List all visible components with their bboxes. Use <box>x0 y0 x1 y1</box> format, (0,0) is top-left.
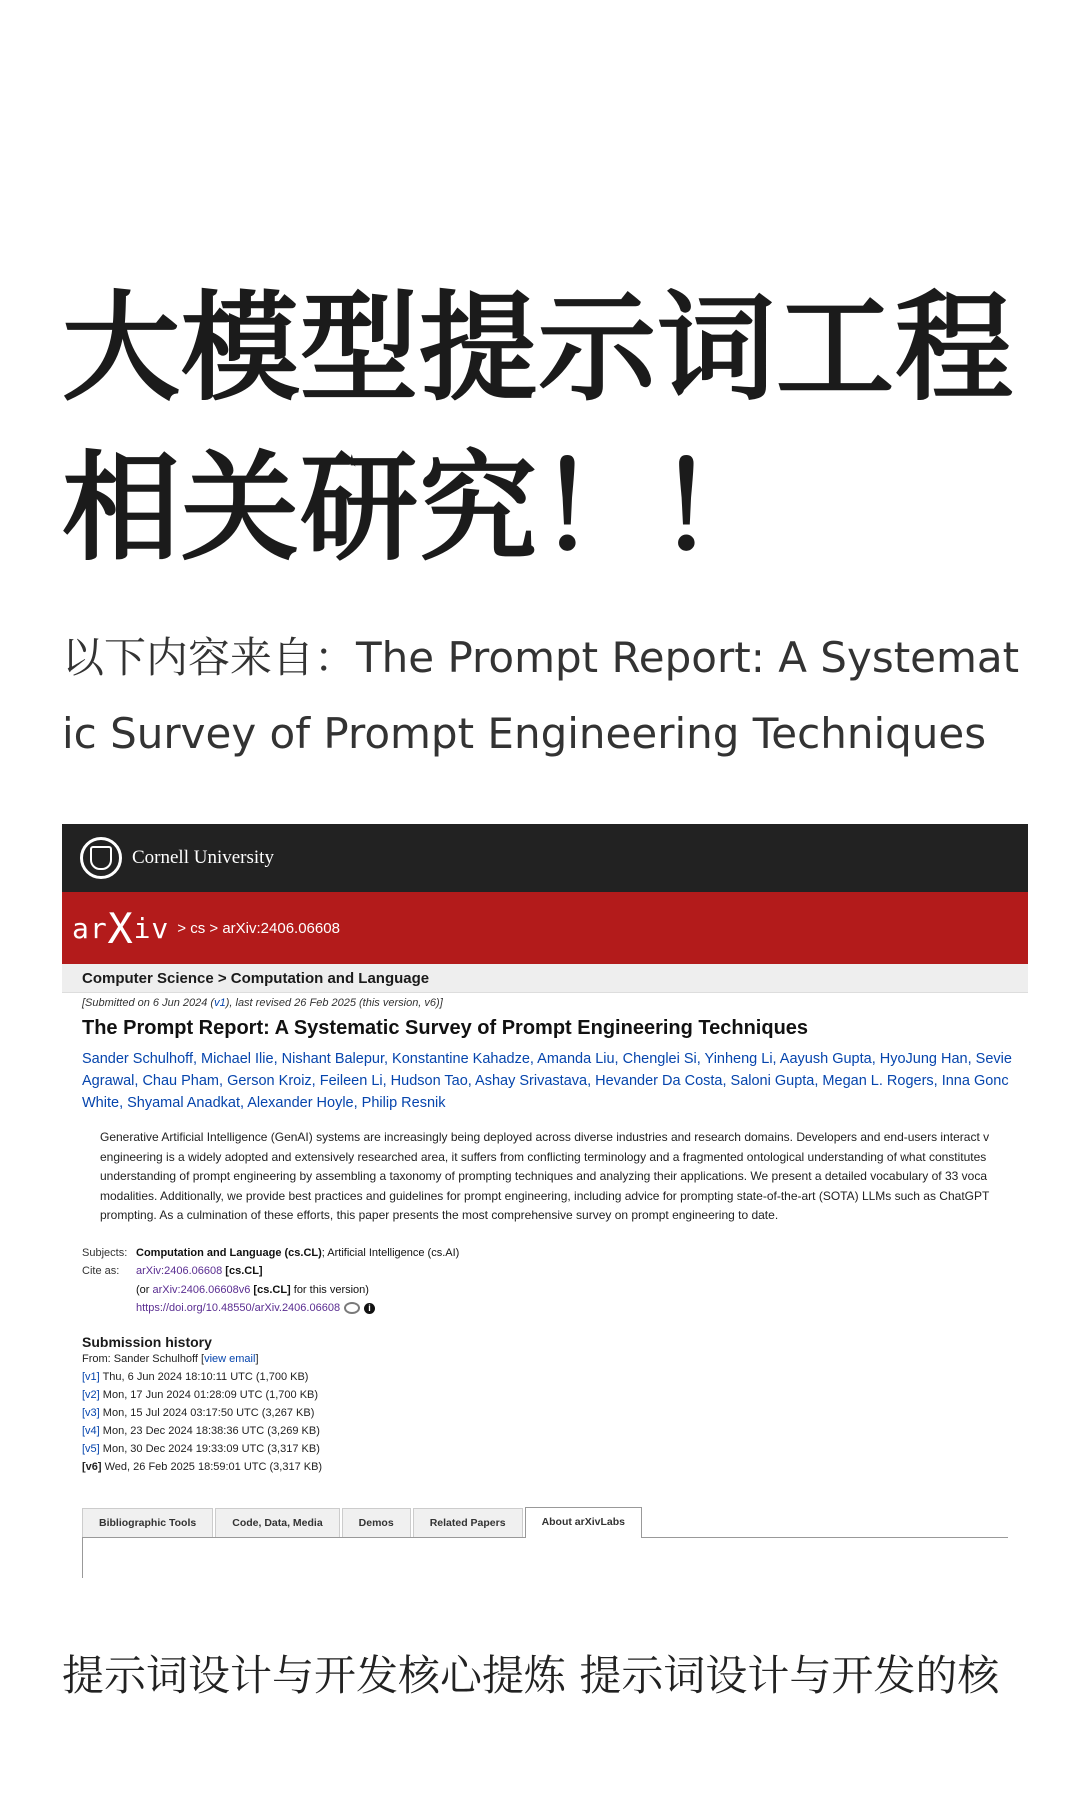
submitted-note: [Submitted on 6 Jun 2024 (v1), last revised 26 Feb 2025 (this version, v6)] <box>82 997 443 1009</box>
from-line: From: Sander Schulhoff [view email] <box>82 1352 259 1365</box>
version-item: [v4] Mon, 23 Dec 2024 18:38:36 UTC (3,269 KB) <box>82 1424 320 1437</box>
arxiv-breadcrumb[interactable]: > cs > arXiv:2406.06608 <box>177 919 340 937</box>
cornell-seal-icon <box>80 837 122 879</box>
version-link[interactable]: [v4] <box>82 1424 100 1437</box>
version-item: [v3] Mon, 15 Jul 2024 03:17:50 UTC (3,267 KB) <box>82 1406 315 1419</box>
tab-about-arxivlabs[interactable]: About arXivLabs <box>525 1507 642 1538</box>
authors-line[interactable]: Sander Schulhoff, Michael Ilie, Nishant Balepur, Konstantine Kahadze, Amanda Liu, Chenglei Si, Yinheng Li, Aayush Gupta, HyoJung Han, Sevie <box>82 1051 1012 1067</box>
post-body-text: 提示词设计与开发核心提炼 提示词设计与开发的核 <box>62 1651 1000 1700</box>
tab-panel <box>82 1538 1008 1578</box>
subjects-label: Subjects: <box>82 1246 128 1259</box>
version-item: [v2] Mon, 17 Jun 2024 01:28:09 UTC (1,700 KB) <box>82 1388 319 1401</box>
author-list[interactable] <box>82 1048 1012 1114</box>
abstract-line: engineering is a widely adopted and extensively researched area, it suffers from conflicting terminology and a fragmented ontological understanding of what constitutes <box>100 1149 987 1164</box>
cite-version-row: (or arXiv:2406.06608v6 [cs.CL] for this version) <box>136 1283 369 1296</box>
category-bar: Computer Science > Computation and Language <box>62 964 1028 993</box>
arxiv-header <box>62 892 1028 964</box>
authors-line[interactable]: Agrawal, Chau Pham, Gerson Kroiz, Feileen Li, Hudson Tao, Ashay Srivastava, Hevander Da Costa, Saloni Gupta, Megan L. Rogers, Inna Gonc <box>82 1073 1009 1089</box>
authors-line[interactable]: White, Shyamal Anadkat, Alexander Hoyle, Philip Resnik <box>82 1095 446 1111</box>
secondary-subject: ; Artificial Intelligence (cs.AI) <box>321 1246 460 1259</box>
view-email-link[interactable]: view email <box>204 1352 256 1365</box>
tab-bibliographic-tools[interactable]: Bibliographic Tools <box>82 1508 213 1537</box>
submission-history <box>82 1350 1008 1476</box>
subjects-row <box>82 1244 1008 1263</box>
version-item: [v1] Thu, 6 Jun 2024 18:10:11 UTC (1,700 KB) <box>82 1370 309 1383</box>
current-version-tag: [v6] <box>82 1460 102 1473</box>
magnifier-icon[interactable] <box>344 1302 360 1314</box>
version-link[interactable]: [v5] <box>82 1442 100 1455</box>
abstract-line: prompting. As a culmination of these efforts, this paper presents the most comprehensive survey on prompt engineering to date. <box>100 1208 779 1222</box>
abstract-line: modalities. Additionally, we provide best practices and guidelines for prompt engineering, including advice for prompting state-of-the-art (SOTA) LLMs such as ChatGPT <box>100 1188 990 1203</box>
paper-title: The Prompt Report: A Systematic Survey of Prompt Engineering Techniques <box>82 1017 809 1039</box>
version-item-current: [v6] Wed, 26 Feb 2025 18:59:01 UTC (3,317 KB) <box>82 1460 323 1473</box>
cite-label: Cite as: <box>82 1265 120 1277</box>
abstract <box>100 1128 1008 1226</box>
abstract-line: Generative Artificial Intelligence (GenAI) systems are increasingly being deployed across diverse industries and research domains. Developers and end-users interact v <box>100 1130 990 1144</box>
arxiv-logo[interactable]: arXiv <box>72 903 170 953</box>
cornell-header <box>62 824 1028 892</box>
abstract-line: understanding of prompt engineering by assembling a taxonomy of prompting techniques and analyzing their applications. We present a detailed vocabulary of 33 voca <box>100 1169 987 1183</box>
doi-link[interactable]: https://doi.org/10.48550/arXiv.2406.06608 <box>136 1302 341 1314</box>
submission-history-title: Submission history <box>82 1333 212 1350</box>
tab-code-data-media[interactable]: Code, Data, Media <box>215 1508 339 1537</box>
tab-demos[interactable]: Demos <box>342 1508 411 1537</box>
post-headline: 大模型提示词工程相关研究！！ <box>62 278 1015 577</box>
primary-subject: Computation and Language (cs.CL) <box>136 1246 322 1259</box>
doi-row <box>82 1299 1008 1318</box>
version-link[interactable]: [v1] <box>82 1370 100 1383</box>
version-item: [v5] Mon, 30 Dec 2024 19:33:09 UTC (3,317 KB) <box>82 1442 320 1455</box>
metadata-table <box>82 1244 1008 1318</box>
post-subtitle: 以下内容来自：The Prompt Report: A Systematic Survey of Prompt Engineering Techniques <box>62 633 1020 758</box>
v1-link[interactable]: v1 <box>214 997 226 1009</box>
cite-link[interactable]: arXiv:2406.06608 <box>136 1265 223 1277</box>
cite-row <box>82 1262 1008 1281</box>
cite-version-link[interactable]: arXiv:2406.06608v6 <box>152 1283 251 1296</box>
info-icon[interactable]: i <box>364 1303 375 1314</box>
arxiv-screenshot <box>62 824 1028 1590</box>
version-link[interactable]: [v3] <box>82 1406 100 1419</box>
version-link[interactable]: [v2] <box>82 1388 100 1401</box>
cornell-name[interactable]: Cornell University <box>132 847 274 868</box>
tab-related-papers[interactable]: Related Papers <box>413 1508 523 1537</box>
cite-tag: [cs.CL] <box>225 1265 263 1277</box>
tools-tabs <box>82 1506 1008 1538</box>
